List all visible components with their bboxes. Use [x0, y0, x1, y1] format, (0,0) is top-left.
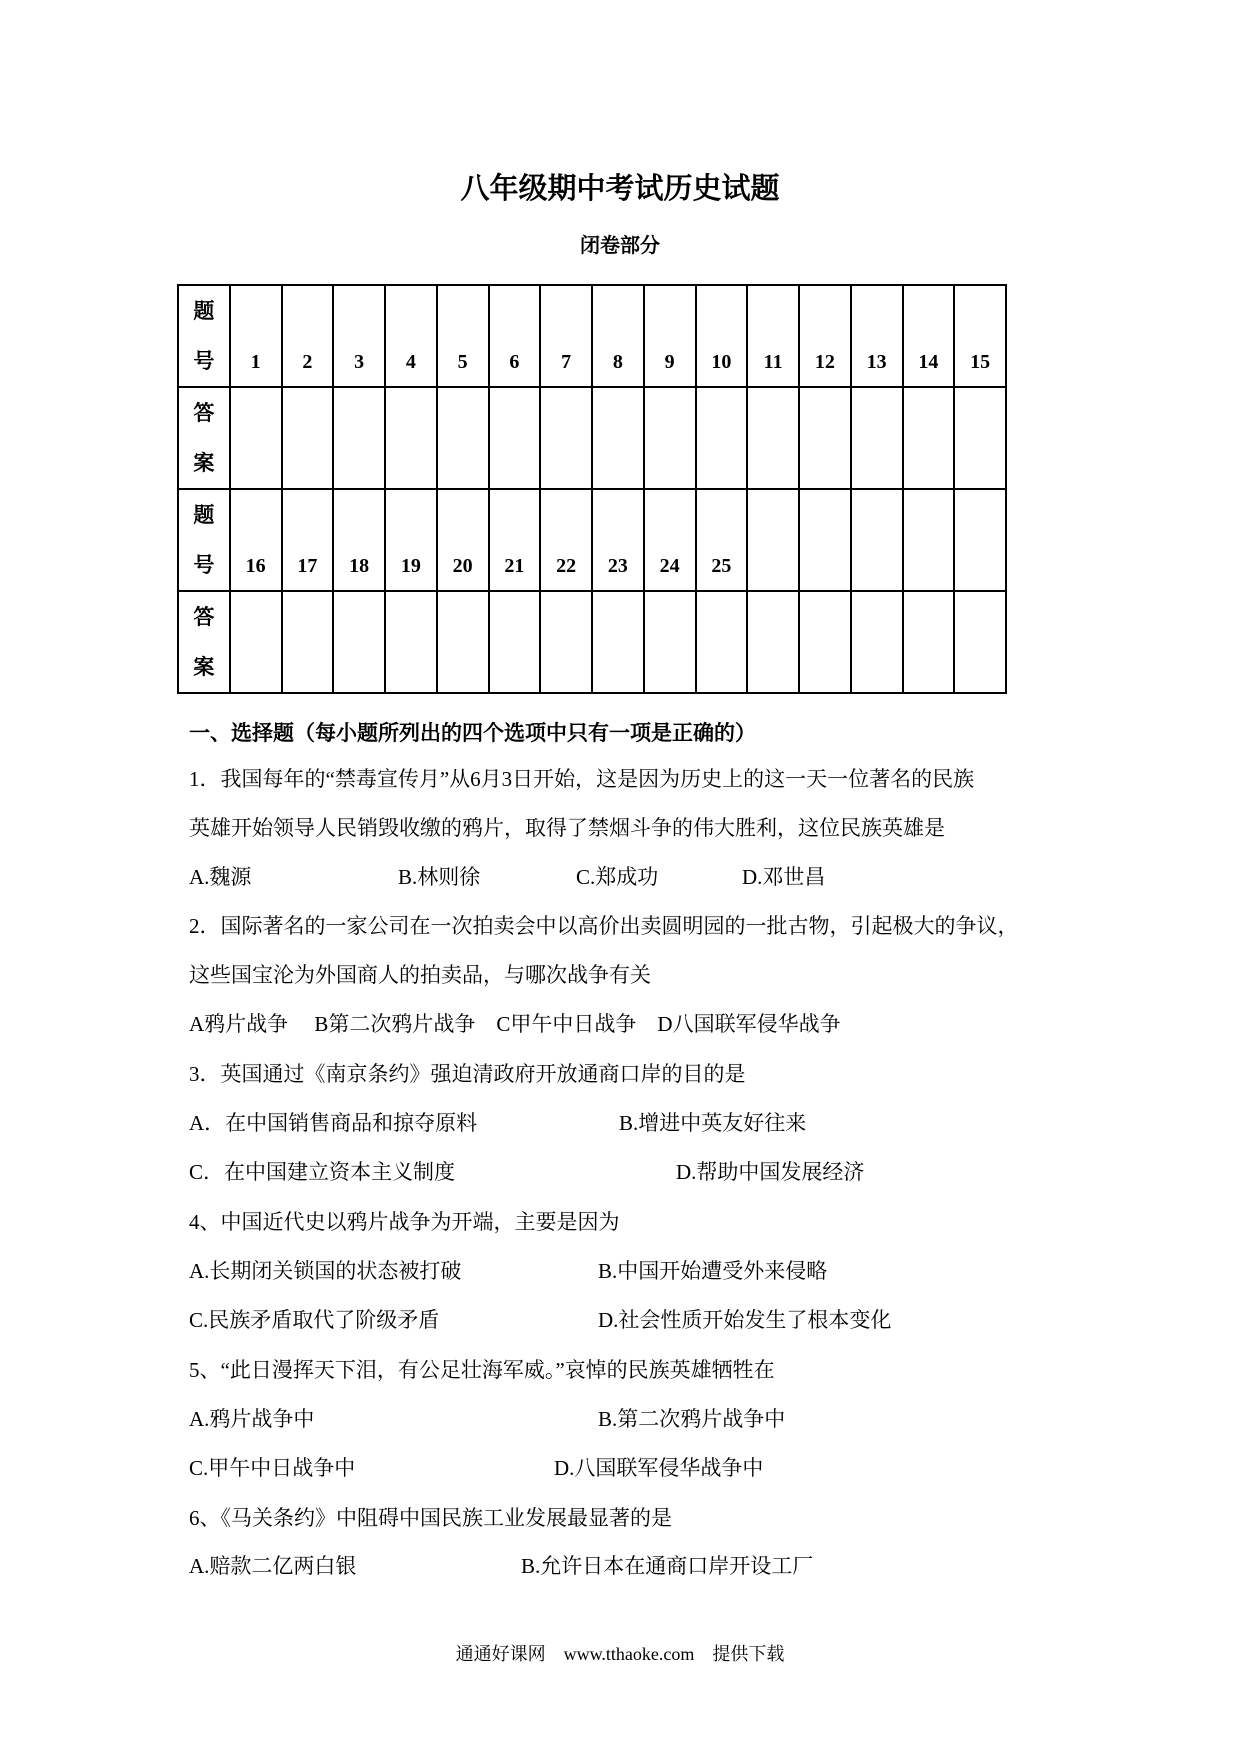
answer-cell[interactable]	[437, 387, 489, 489]
number-cell: 13	[851, 285, 903, 387]
answer-cell[interactable]	[282, 591, 334, 693]
question-6-option-b: B.允许日本在通商口岸开设工厂	[521, 1554, 814, 1578]
question-4-option-d: D.社会性质开始发生了根本变化	[598, 1308, 892, 1332]
answer-cell[interactable]	[903, 387, 955, 489]
question-4-option-b: B.中国开始遭受外来侵略	[598, 1259, 828, 1283]
number-cell: 16	[230, 489, 282, 591]
answer-row	[178, 387, 1006, 489]
answer-cell[interactable]	[696, 387, 748, 489]
answer-cell[interactable]	[747, 387, 799, 489]
answer-cell[interactable]	[540, 387, 592, 489]
answer-cell[interactable]	[644, 591, 696, 693]
number-cell: 1	[230, 285, 282, 387]
number-cell: 19	[385, 489, 437, 591]
number-row	[178, 489, 1006, 591]
number-cell	[851, 489, 903, 591]
label-char: 题	[193, 503, 215, 527]
label-char: 答	[193, 605, 215, 629]
question-3-stem: 3．英国通过《南京条约》强迫清政府开放通商口岸的目的是	[189, 1062, 746, 1086]
label-char: 号	[193, 553, 215, 577]
number-cell: 14	[903, 285, 955, 387]
number-cell	[747, 489, 799, 591]
answer-cell[interactable]	[696, 591, 748, 693]
answer-cell[interactable]	[592, 591, 644, 693]
number-cell: 4	[385, 285, 437, 387]
page-title: 八年级期中考试历史试题	[460, 173, 780, 205]
number-cell: 3	[333, 285, 385, 387]
question-1-option-d: D.邓世昌	[742, 865, 826, 889]
question-5-option-c: C.甲午中日战争中	[189, 1456, 356, 1480]
question-1-option-b: B.林则徐	[398, 865, 481, 889]
answer-cell[interactable]	[799, 387, 851, 489]
number-cell: 2	[282, 285, 334, 387]
number-cell: 21	[489, 489, 541, 591]
number-cell: 11	[747, 285, 799, 387]
label-char: 案	[193, 451, 215, 475]
answer-cell[interactable]	[540, 591, 592, 693]
answer-cell[interactable]	[851, 387, 903, 489]
question-5-option-b: B.第二次鸦片战争中	[598, 1407, 786, 1431]
question-5-stem: 5、“此日漫挥天下泪，有公足壮海军威。”哀悼的民族英雄牺牲在	[189, 1358, 775, 1382]
number-row	[178, 285, 1006, 387]
question-3-option-b: B.增进中英友好往来	[619, 1111, 807, 1135]
number-cell: 10	[696, 285, 748, 387]
question-1-option-c: C.郑成功	[576, 865, 659, 889]
number-cell	[903, 489, 955, 591]
answer-cell[interactable]	[954, 387, 1006, 489]
row-label	[178, 591, 230, 693]
question-1-stem-line-1: 1．我国每年的“禁毒宣传月”从6月3日开始，这是因为历史上的这一天一位著名的民族	[189, 767, 975, 791]
number-cell: 8	[592, 285, 644, 387]
number-cell: 22	[540, 489, 592, 591]
number-cell: 12	[799, 285, 851, 387]
number-cell: 18	[333, 489, 385, 591]
row-label	[178, 489, 230, 591]
answer-cell[interactable]	[592, 387, 644, 489]
question-4-stem: 4、中国近代史以鸦片战争为开端，主要是因为	[189, 1210, 620, 1234]
question-6-option-a: A.赔款二亿两白银	[189, 1554, 357, 1578]
number-cell: 25	[696, 489, 748, 591]
answer-cell[interactable]	[333, 591, 385, 693]
footer-source: 通通好课网 www.tthaoke.com 提供下载	[455, 1644, 785, 1664]
answer-cell[interactable]	[333, 387, 385, 489]
answer-cell[interactable]	[385, 387, 437, 489]
question-2-options: A鸦片战争 B第二次鸦片战争 C甲午中日战争 D八国联军侵华战争	[189, 1012, 841, 1036]
answer-cell[interactable]	[437, 591, 489, 693]
number-cell: 5	[437, 285, 489, 387]
answer-cell[interactable]	[903, 591, 955, 693]
question-3-option-a: A．在中国销售商品和掠夺原料	[189, 1111, 478, 1135]
row-label	[178, 285, 230, 387]
number-cell: 17	[282, 489, 334, 591]
answer-cell[interactable]	[230, 387, 282, 489]
answer-cell[interactable]	[282, 387, 334, 489]
answer-row	[178, 591, 1006, 693]
answer-cell[interactable]	[489, 387, 541, 489]
label-char: 答	[193, 401, 215, 425]
label-char: 案	[193, 655, 215, 679]
number-cell: 23	[592, 489, 644, 591]
number-cell: 15	[954, 285, 1006, 387]
question-2-stem-line-2: 这些国宝沦为外国商人的拍卖品，与哪次战争有关	[189, 963, 651, 987]
answer-cell[interactable]	[230, 591, 282, 693]
label-char: 题	[193, 299, 215, 323]
answer-cell[interactable]	[747, 591, 799, 693]
question-1-option-a: A.魏源	[189, 865, 252, 889]
question-4-option-a: A.长期闭关锁国的状态被打破	[189, 1259, 462, 1283]
question-5-option-a: A.鸦片战争中	[189, 1407, 315, 1431]
answer-cell[interactable]	[954, 591, 1006, 693]
number-cell: 24	[644, 489, 696, 591]
answer-cell[interactable]	[644, 387, 696, 489]
question-1-stem-line-2: 英雄开始领导人民销毁收缴的鸦片，取得了禁烟斗争的伟大胜利，这位民族英雄是	[189, 816, 945, 840]
number-cell: 7	[540, 285, 592, 387]
answer-cell[interactable]	[385, 591, 437, 693]
answer-cell[interactable]	[489, 591, 541, 693]
question-3-option-c: C．在中国建立资本主义制度	[189, 1160, 456, 1184]
number-cell: 6	[489, 285, 541, 387]
question-3-option-d: D.帮助中国发展经济	[676, 1160, 865, 1184]
number-cell: 20	[437, 489, 489, 591]
section-heading: 一、选择题（每小题所列出的四个选项中只有一项是正确的）	[189, 721, 756, 745]
section-subtitle: 闭卷部分	[580, 235, 660, 257]
question-2-stem-line-1: 2．国际著名的一家公司在一次拍卖会中以高价出卖圆明园的一批古物，引起极大的争议，	[189, 914, 1019, 938]
answer-cell[interactable]	[799, 591, 851, 693]
label-char: 号	[193, 349, 215, 373]
number-cell	[954, 489, 1006, 591]
answer-cell[interactable]	[851, 591, 903, 693]
row-label	[178, 387, 230, 489]
question-4-option-c: C.民族矛盾取代了阶级矛盾	[189, 1308, 440, 1332]
question-5-option-d: D.八国联军侵华战争中	[554, 1456, 764, 1480]
answer-grid	[177, 284, 1007, 694]
number-cell: 9	[644, 285, 696, 387]
number-cell	[799, 489, 851, 591]
question-6-stem: 6、《马关条约》中阻碍中国民族工业发展最显著的是	[189, 1506, 672, 1530]
